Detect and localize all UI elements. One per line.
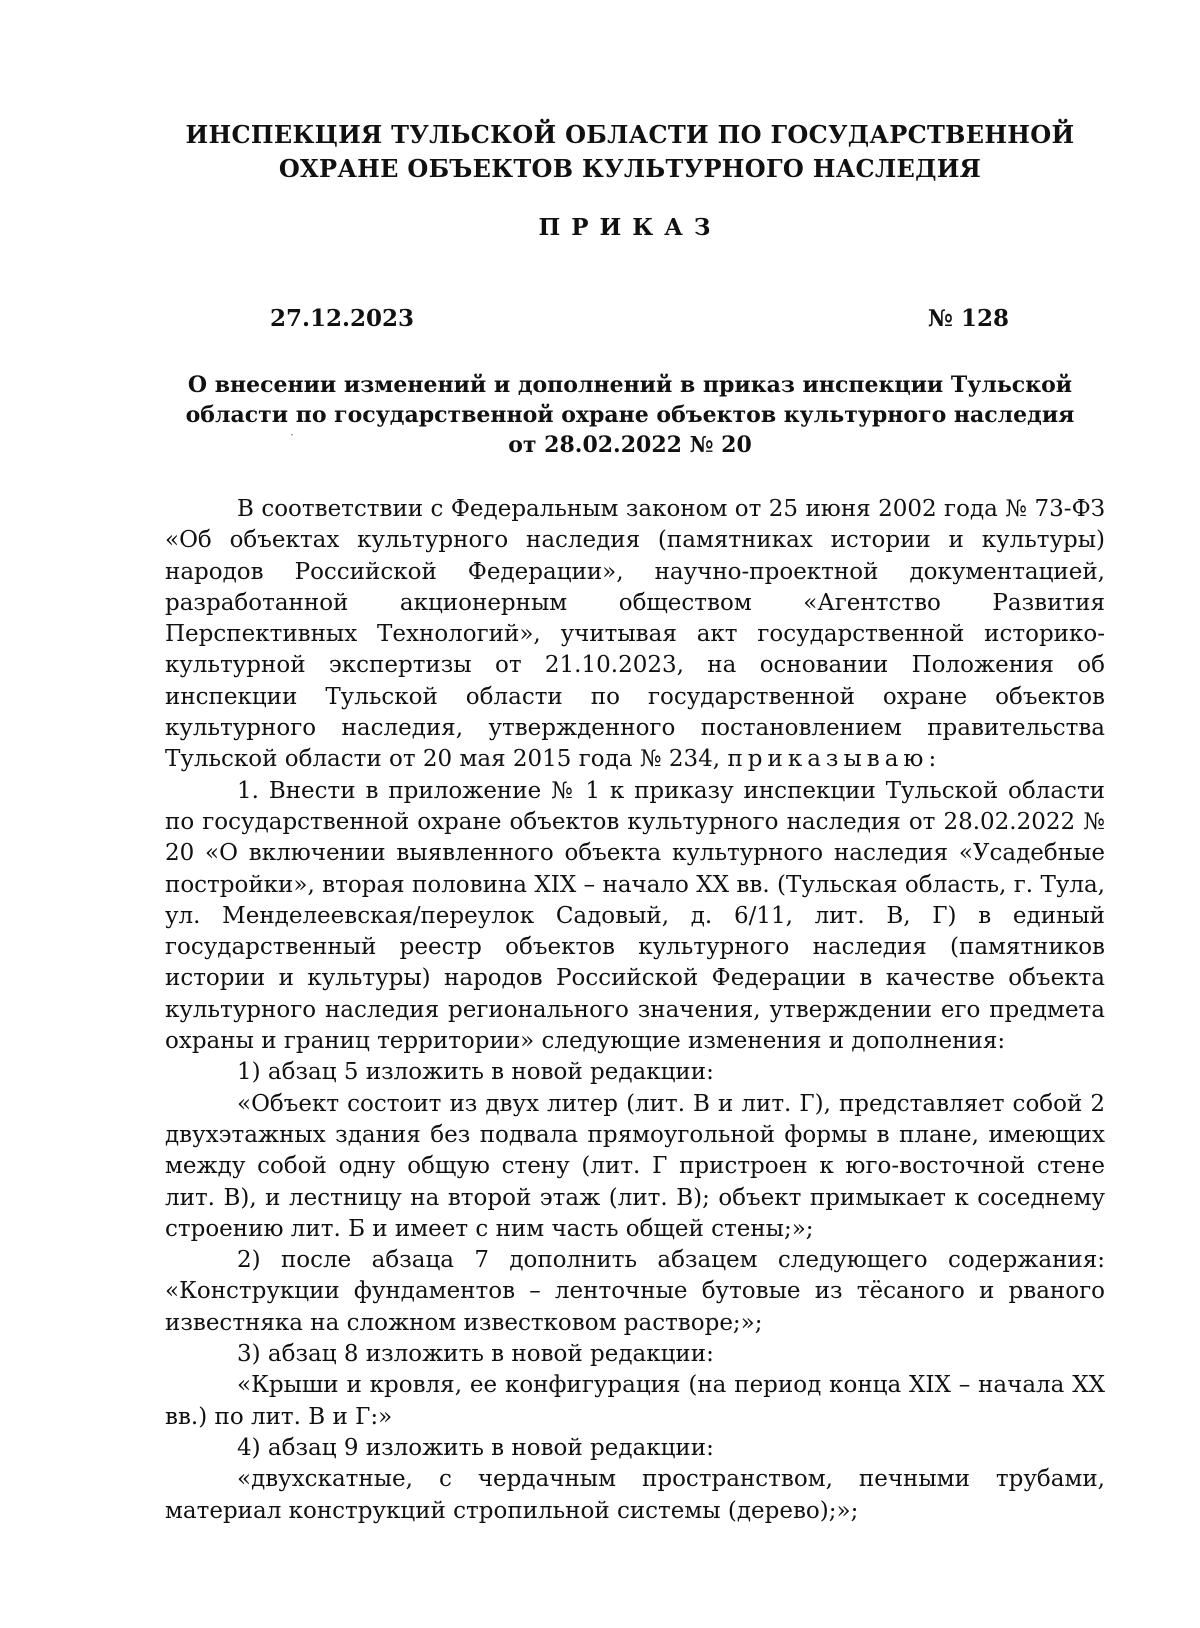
item-1-paragraph: 1. Внести в приложение № 1 к приказу инспекции Тульской области по государственной охране объектов культурного наследия от 28.02.2022 № 20 «О включении выявленного объекта культурного наследия «Усадебные постройки», вторая половина XIX – начало XX вв. (Тульская область, г. Тула, ул. Менделеевская/переулок Садовый, д. 6/11, лит. В, Г) в единый государственный реестр объектов культурного наследия (памятников истории и культуры) народов Российской Федерации в качестве объекта культурного наследия регионального значения, утверждении его предмета охраны и границ территории» следующие изменения и дополнения: bbox=[165, 777, 1105, 1055]
scan-speck: · bbox=[290, 428, 294, 442]
preamble-paragraph bbox=[165, 494, 1105, 776]
subject-line-1: О внесении изменений и дополнений в приказ инспекции Тульской bbox=[187, 372, 1073, 398]
document-date: 27.12.2023 bbox=[270, 305, 415, 332]
issuer-title-line-1: ИНСПЕКЦИЯ ТУЛЬСКОЙ ОБЛАСТИ ПО ГОСУДАРСТВЕННОЙ bbox=[185, 120, 1075, 149]
subitem-1-paragraph: 1) абзац 5 изложить в новой редакции: bbox=[237, 1059, 714, 1086]
issuer-header bbox=[160, 118, 1100, 186]
subitem-3-quote: «Крыши и кровля, ее конфигурация (на период конца XIX – начала XX вв.) по лит. В и Г:» bbox=[165, 1372, 1105, 1430]
subitem-1-quote: «Объект состоит из двух литер (лит. В и лит. Г), представляет собой 2 двухэтажных здания без подвала прямоугольной формы в плане, имеющих между собой одну общую стену (лит. Г пристроен к юго-восточной стене лит. В), и лестницу на второй этаж (лит. В); объект примыкает к соседнему строению лит. Б и имеет с ним часть общей стены;»; bbox=[165, 1090, 1105, 1242]
issuer-title-line-2: ОХРАНЕ ОБЪЕКТОВ КУЛЬТУРНОГО НАСЛЕДИЯ bbox=[278, 154, 982, 183]
subitem-4-paragraph: 4) абзац 9 изложить в новой редакции: bbox=[237, 1434, 714, 1461]
subitem-3-paragraph: 3) абзац 8 изложить в новой редакции: bbox=[237, 1341, 714, 1368]
subitem-4-quote: «двухскатные, с чердачным пространством, печными трубами, материал конструкций стропильной системы (дерево);»; bbox=[165, 1466, 1105, 1524]
document-number: № 128 bbox=[928, 305, 1010, 332]
document-body bbox=[165, 494, 1105, 1527]
subject-line-2: области по государственной охране объектов культурного наследия bbox=[185, 402, 1075, 428]
subitem-2-paragraph: 2) после абзаца 7 дополнить абзацем следующего содержания: «Конструкции фундаментов – ленточные бутовые из тёсаного и рваного известняка на сложном известковом растворе;»; bbox=[165, 1247, 1105, 1336]
subject-line-3: от 28.02.2022 № 20 bbox=[508, 432, 752, 458]
document-type-title: ПРИКАЗ bbox=[538, 214, 722, 241]
document-subject bbox=[160, 370, 1100, 460]
preamble-order-word: приказываю: bbox=[727, 746, 942, 773]
preamble-text: В соответствии с Федеральным законом от 25 июня 2002 года № 73-ФЗ «Об объектах культурного наследия (памятниках истории и культуры) народов Российской Федерации», научно-проектной документацией, разработанной акционерным обществом «Агентство Развития Перспективных Технологий», учитывая акт государственной историко-культурной экспертизы от 21.10.2023, на основании Положения об инспекции Тульской области по государственной охране объектов культурного наследия, утвержденного постановлением правительства Тульской области от 20 мая 2015 года № 234, bbox=[165, 496, 1105, 773]
